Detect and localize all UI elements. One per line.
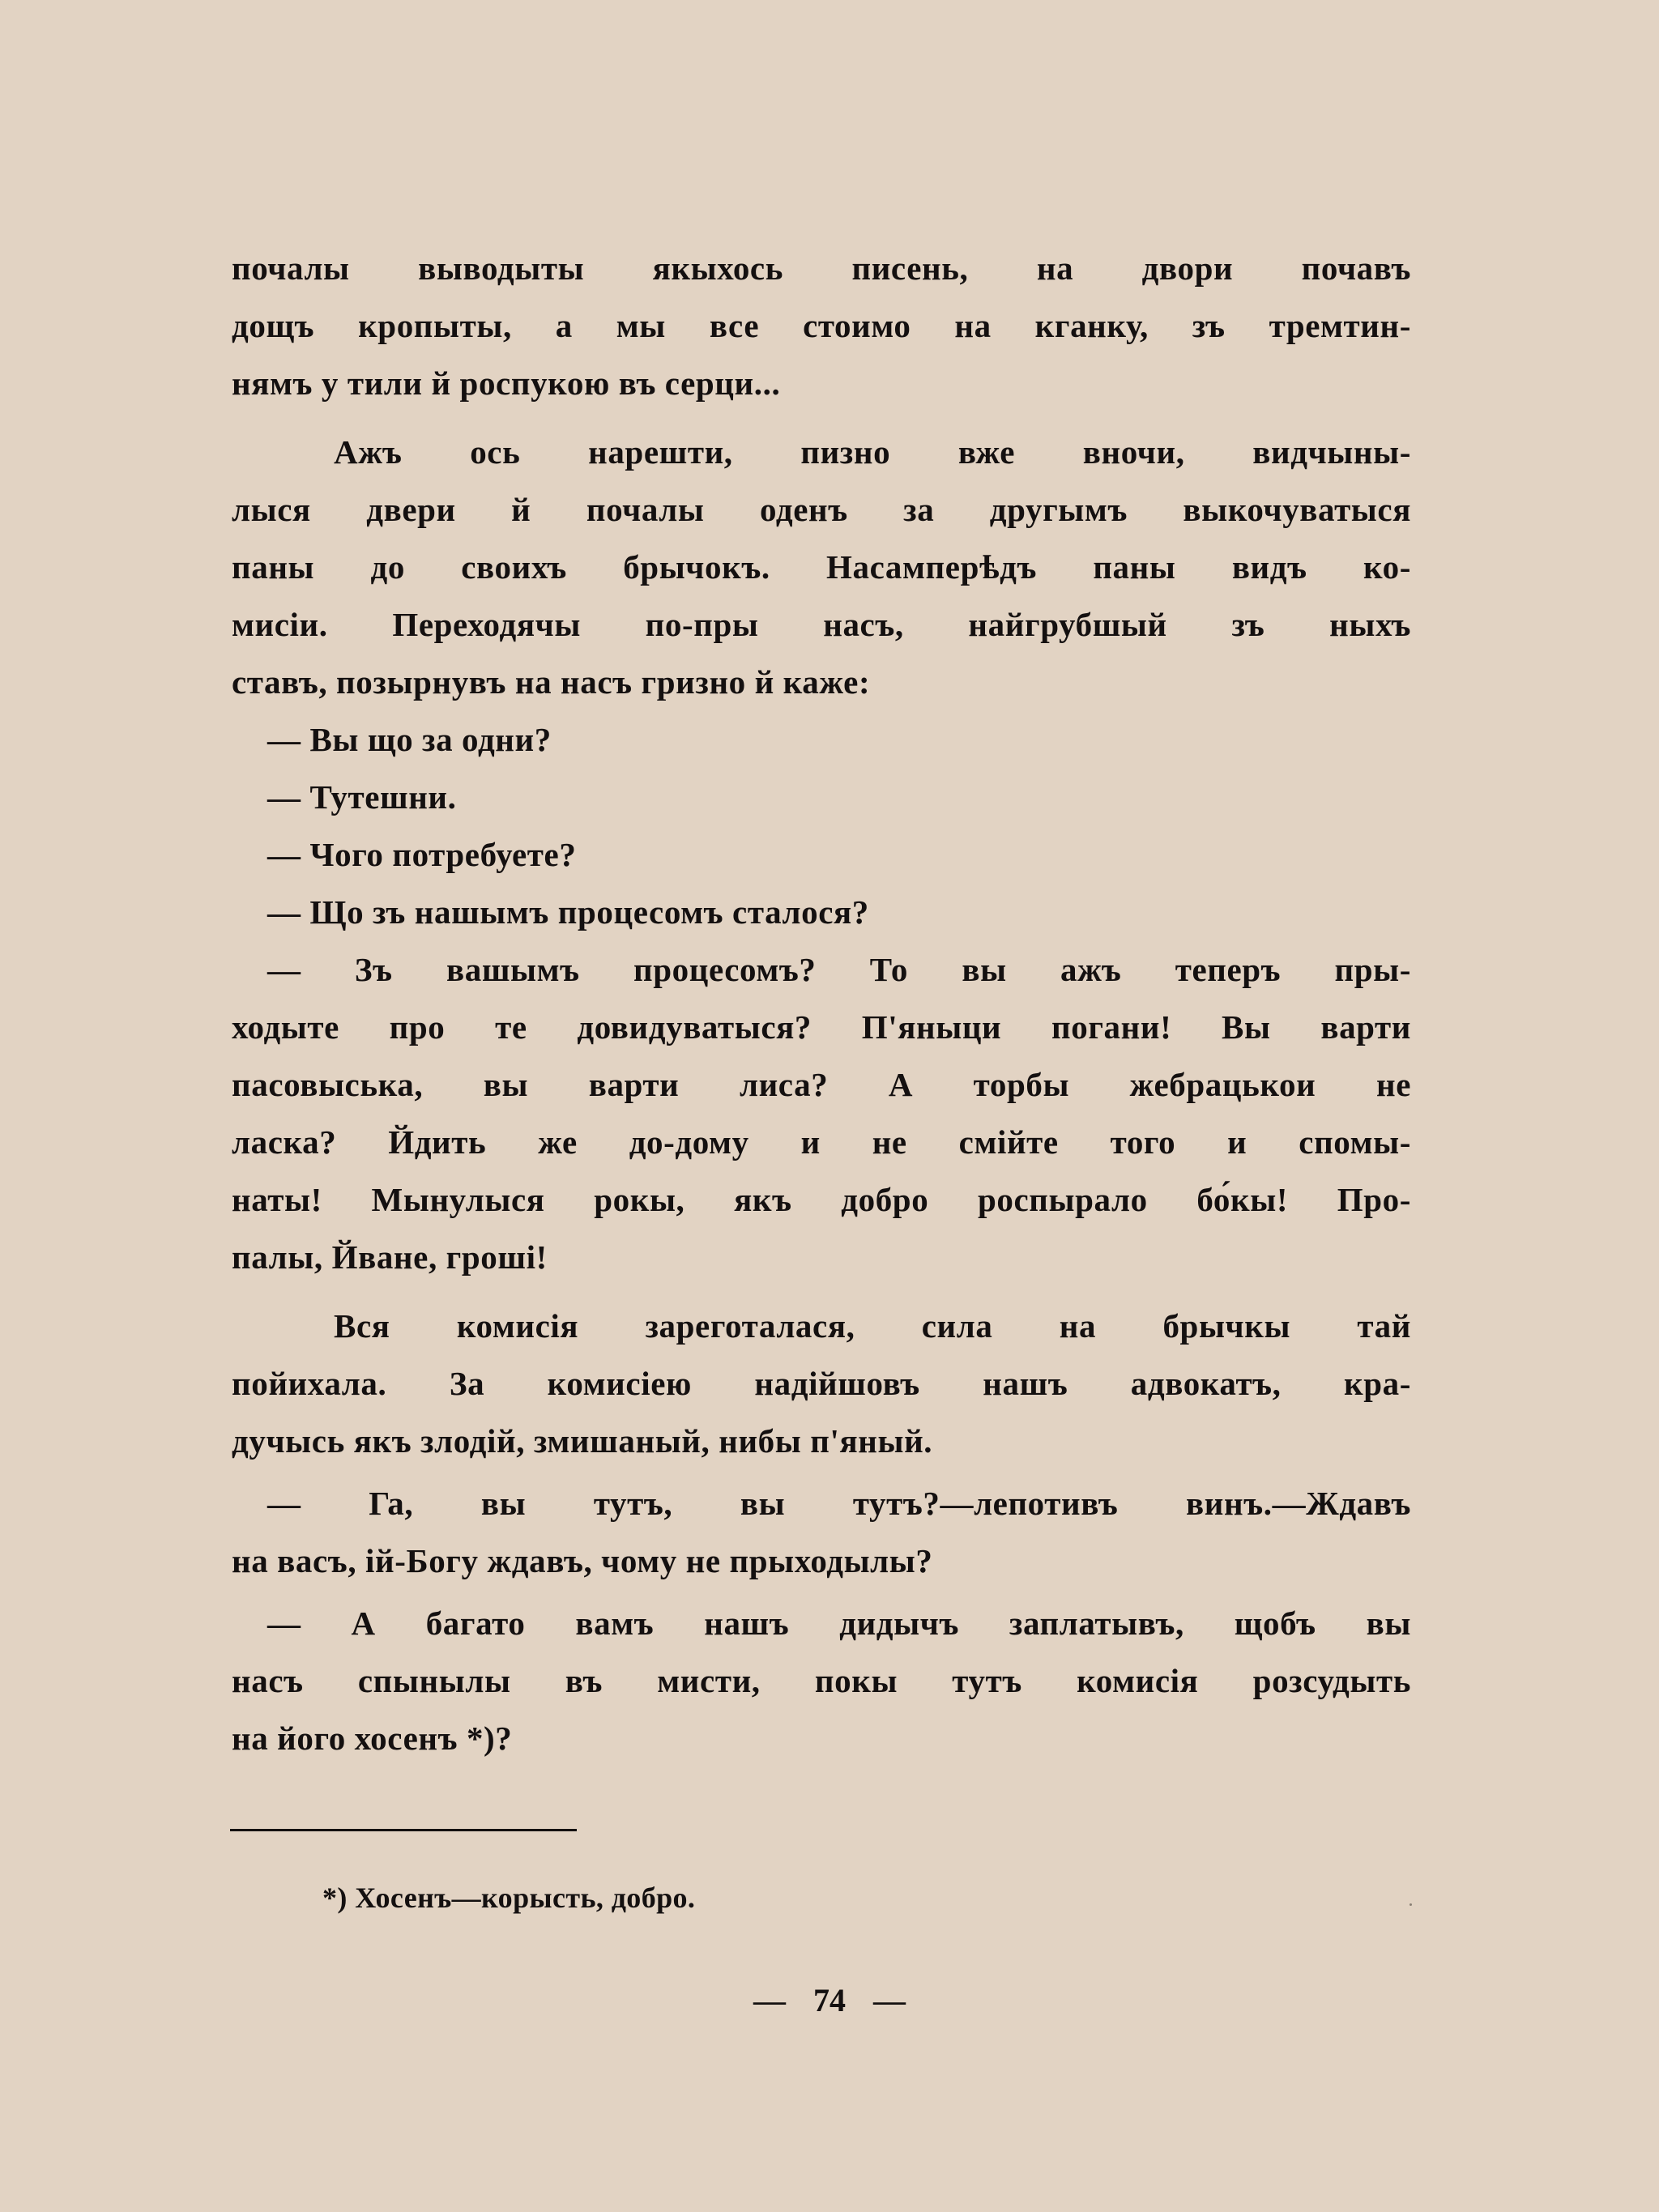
text-line: дучысь якъ злодій, змишаный, нибы п'яный. (232, 1422, 933, 1460)
page-number (0, 1978, 1659, 2023)
page-number-dash-left: — (753, 1982, 786, 2018)
dialogue-line: — Вы що за одни? (267, 721, 552, 758)
dialogue-line: — Зъ вашымъ процесомъ? То вы ажъ теперъ пры- (267, 951, 1411, 988)
page-number-dash-right: — (873, 1982, 906, 2018)
dialogue-line: — Тутешни. (267, 778, 457, 816)
text-line: пасовыська, вы варти лиса? А торбы жебрацькои не (232, 1066, 1411, 1103)
page-number-value: 74 (813, 1982, 846, 2018)
text-line: мисіи. Переходячы по-пры насъ, найгрубшый зъ ныхъ (232, 606, 1411, 643)
text-line: дощъ кропыты, а мы все стоимо на кганку, зъ тремтин- (232, 307, 1411, 344)
footnote: *) Хосенъ—корысть, добро. (322, 1882, 696, 1914)
paragraph-start-line: Вся комисія зареготалася, сила на брычкы тай (334, 1307, 1411, 1345)
paragraph-start-line: Ажъ ось нарешти, пизно вже вночи, видчыны- (334, 433, 1411, 471)
text-line: наты! Мынулыся рокы, якъ добро роспырало бо́кы! Про- (232, 1181, 1411, 1218)
text-line: насъ спынылы въ мисти, покы тутъ комисія розсудыть (232, 1662, 1411, 1699)
footnote-divider (230, 1829, 577, 1831)
scan-speck (1410, 1903, 1412, 1906)
text-line: пойихала. За комисіею надійшовъ нашъ адвокатъ, кра- (232, 1365, 1411, 1402)
text-line: палы, Йване, грошi! (232, 1238, 548, 1276)
dialogue-line: — Що зъ нашымъ процесомъ сталося? (267, 893, 869, 931)
text-line: ставъ, позырнувъ на насъ гризно й каже: (232, 663, 871, 701)
text-line: на васъ, ій-Богу ждавъ, чому не прыходылы? (232, 1542, 933, 1579)
main-text (232, 240, 1411, 1767)
dialogue-line: — Га, вы тутъ, вы тутъ?—лепотивъ винъ.—Ждавъ (267, 1485, 1411, 1522)
text-line: ходыте про те довидуватыся? П'яныци погани! Вы варти (232, 1008, 1411, 1046)
text-line: почалы выводыты якыхось писень, на двори почавъ (232, 249, 1411, 287)
dialogue-line: — А багато вамъ нашъ дидычъ заплатывъ, щобъ вы (267, 1605, 1411, 1642)
dialogue-line: — Чого потребуете? (267, 836, 577, 873)
text-line: на його хосенъ *)? (232, 1720, 513, 1757)
text-line: лыся двери й почалы оденъ за другымъ выкочуватыся (232, 491, 1411, 528)
text-line: паны до своихъ брычокъ. Насамперѣдъ паны видъ ко- (232, 548, 1411, 586)
text-line: ласка? Йдить же до-дому и не смійте того и спомы- (232, 1123, 1411, 1161)
text-line: нямъ у тили й роспукою въ серци... (232, 364, 781, 402)
